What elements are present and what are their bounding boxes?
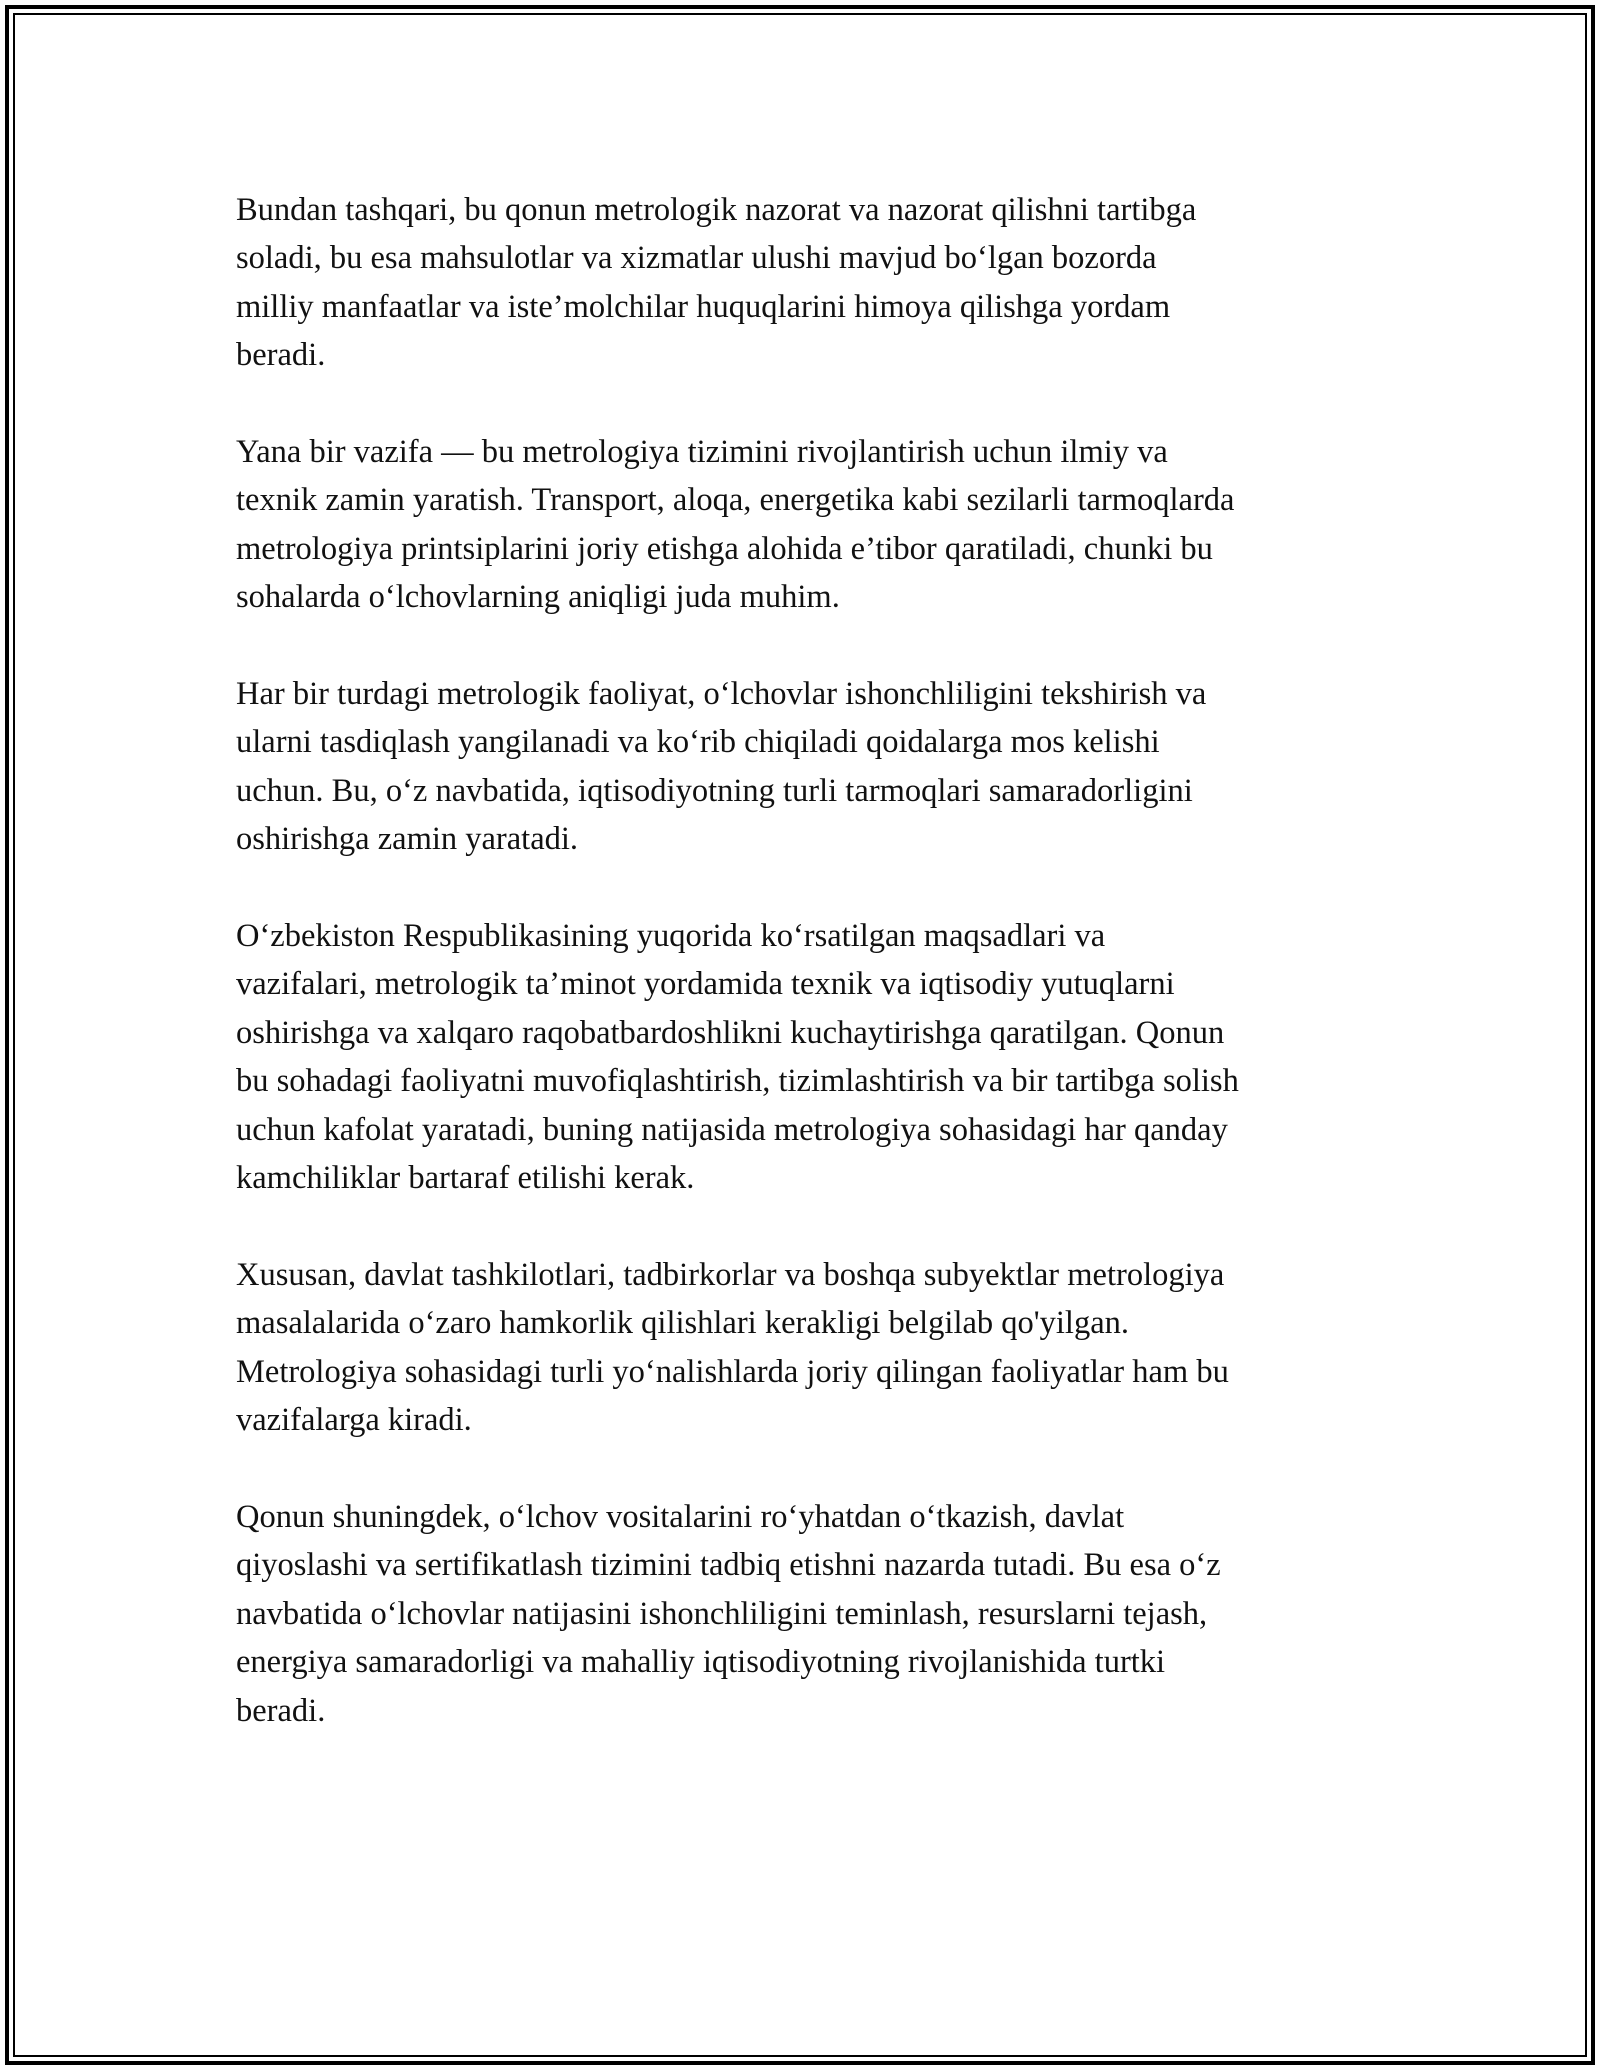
paragraph: Qonun shuningdek, o‘lchov vositalarini ro‘yhatdan o‘tkazish, davlat qiyoslashi va sertifikatlash tizimini tadbiq etishni nazarda tutadi. Bu esa o‘z navbatida o‘lchovlar natijasini ishonchliligini teminlash, resurslarni tejash, energiya samaradorligi va mahalliy iqtisodiyotning rivojlanishida turtki beradi. [236, 1498, 1221, 1729]
document-body [236, 186, 1376, 1783]
paragraph: Xususan, davlat tashkilotlari, tadbirkorlar va boshqa subyektlar metrologiya masalalarida o‘zaro hamkorlik qilishlari kerakligi belgilab qo'yilgan. Metrologiya sohasidagi turli yo‘nalishlarda joriy qilingan faoliyatlar ham bu vazifalarga kiradi. [236, 1256, 1229, 1439]
paragraph: O‘zbekiston Respublikasining yuqorida ko‘rsatilgan maqsadlari va vazifalari, metrologik ta’minot yordamida texnik va iqtisodiy yutuqlarni oshirishga va xalqaro raqobatbardoshlikni kuchaytirishga qaratilgan. Qonun bu sohadagi faoliyatni muvofiqlashtirish, tizimlashtirish va bir tartibga solish uchun kafolat yaratadi, buning natijasida metrologiya sohasidagi har qanday kamchiliklar bartaraf etilishi kerak. [236, 918, 1239, 1197]
paragraph: Har bir turdagi metrologik faoliyat, o‘lchovlar ishonchliligini tekshirish va ularni tasdiqlash yangilanadi va ko‘rib chiqiladi qoidalarga mos kelishi uchun. Bu, o‘z navbatida, iqtisodiyotning turli tarmoqlari samaradorligini oshirishga zamin yaratadi. [236, 676, 1207, 858]
paragraph: Bundan tashqari, bu qonun metrologik nazorat va nazorat qilishni tartibga soladi, bu esa mahsulotlar va xizmatlar ulushi mavjud bo‘lgan bozorda milliy manfaatlar va iste’molchilar huquqlarini himoya qilishga yordam beradi. [236, 192, 1197, 374]
paragraph: Yana bir vazifa — bu metrologiya tizimini rivojlantirish uchun ilmiy va texnik zamin yaratish. Transport, aloqa, energetika kabi sezilarli tarmoqlarda metrologiya printsiplarini joriy etishga alohida e’tibor qaratiladi, chunki bu sohalarda o‘lchovlarning aniqligi juda muhim. [236, 434, 1235, 616]
